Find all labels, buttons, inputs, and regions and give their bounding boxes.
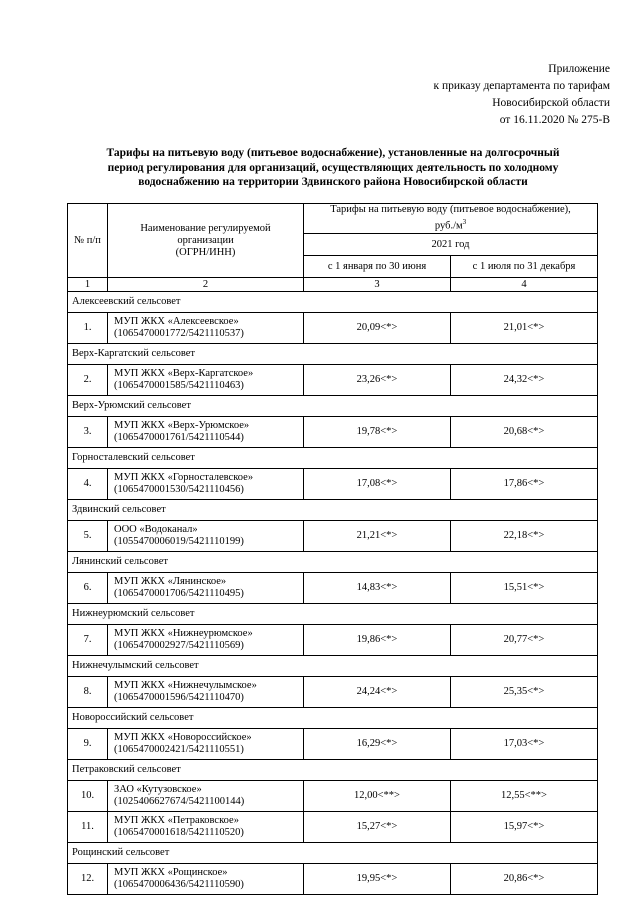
unit-text: руб./м xyxy=(434,220,463,232)
table-row xyxy=(68,365,598,396)
row-num: 5. xyxy=(68,521,108,552)
row-num: 2. xyxy=(68,365,108,396)
row-num: 7. xyxy=(68,625,108,656)
appendix-line: Новосибирской области xyxy=(492,97,610,109)
org-ogrn: (1065470006436/5421110590) xyxy=(114,879,244,890)
org-name: МУП ЖКХ «Новороссийское» xyxy=(114,732,252,743)
section-name: Горносталевский сельсовет xyxy=(68,448,598,469)
section-row xyxy=(68,448,598,469)
row-tariff2: 15,97<*> xyxy=(451,812,598,843)
row-tariff1: 20,09<*> xyxy=(304,313,451,344)
row-org xyxy=(108,812,304,843)
header-tariff-unit xyxy=(308,216,593,233)
header-period2: с 1 июля по 31 декабря xyxy=(451,256,598,278)
row-tariff1: 19,78<*> xyxy=(304,417,451,448)
row-num: 12. xyxy=(68,864,108,895)
table-row xyxy=(68,781,598,812)
row-tariff1: 19,95<*> xyxy=(304,864,451,895)
org-ogrn: (1025406627674/5421100144) xyxy=(114,796,245,807)
appendix-line: к приказу департамента по тарифам xyxy=(433,80,610,92)
row-org xyxy=(108,573,304,604)
row-org xyxy=(108,417,304,448)
section-row xyxy=(68,656,598,677)
section-name: Новороссийский сельсовет xyxy=(68,708,598,729)
section-name: Здвинский сельсовет xyxy=(68,500,598,521)
table-row xyxy=(68,625,598,656)
row-org xyxy=(108,365,304,396)
row-org xyxy=(108,313,304,344)
row-num: 4. xyxy=(68,469,108,500)
header-period1: с 1 января по 30 июня xyxy=(304,256,451,278)
section-row xyxy=(68,708,598,729)
section-row xyxy=(68,396,598,417)
org-ogrn: (1065470001706/5421110495) xyxy=(114,588,244,599)
table-row xyxy=(68,573,598,604)
org-name: МУП ЖКХ «Лянинское» xyxy=(114,576,227,587)
org-name: МУП ЖКХ «Алексеевское» xyxy=(114,316,239,327)
row-tariff2: 17,86<*> xyxy=(451,469,598,500)
section-row xyxy=(68,843,598,864)
section-name: Верх-Каргатский сельсовет xyxy=(68,344,598,365)
row-tariff1: 24,24<*> xyxy=(304,677,451,708)
header-num: № п/п xyxy=(68,204,108,278)
org-ogrn: (1065470001585/5421110463) xyxy=(114,380,244,391)
row-num: 1. xyxy=(68,313,108,344)
header-tariff-line: Тарифы на питьевую воду (питьевое водоснабжение), xyxy=(330,204,571,216)
org-ogrn: (1065470002421/5421110551) xyxy=(114,744,244,755)
col-number: 4 xyxy=(451,278,598,292)
org-ogrn: (1065470001618/5421110520) xyxy=(114,827,244,838)
org-ogrn: (1065470001772/5421110537) xyxy=(114,328,244,339)
row-tariff2: 15,51<*> xyxy=(451,573,598,604)
row-tariff2: 12,55<**> xyxy=(451,781,598,812)
col-number: 3 xyxy=(304,278,451,292)
header-tariff xyxy=(304,204,598,234)
row-org xyxy=(108,521,304,552)
org-ogrn: (1065470002927/5421110569) xyxy=(114,640,244,651)
section-name: Верх-Урюмский сельсовет xyxy=(68,396,598,417)
header-org-line: Наименование регулируемой xyxy=(140,222,271,234)
header-org-line: организации xyxy=(177,234,234,246)
row-org xyxy=(108,469,304,500)
appendix-date: от 16.11.2020 № 275-В xyxy=(499,114,610,126)
table-row xyxy=(68,677,598,708)
row-num: 8. xyxy=(68,677,108,708)
row-tariff2: 20,68<*> xyxy=(451,417,598,448)
row-tariff1: 14,83<*> xyxy=(304,573,451,604)
table-row xyxy=(68,864,598,895)
table-row xyxy=(68,729,598,760)
org-name: МУП ЖКХ «Рощинское» xyxy=(114,867,228,878)
row-tariff1: 17,08<*> xyxy=(304,469,451,500)
row-tariff1: 16,29<*> xyxy=(304,729,451,760)
row-tariff2: 25,35<*> xyxy=(451,677,598,708)
section-name: Рощинский сельсовет xyxy=(68,843,598,864)
header-year: 2021 год xyxy=(304,234,598,256)
section-name: Лянинский сельсовет xyxy=(68,552,598,573)
org-name: МУП ЖКХ «Верх-Урюмское» xyxy=(114,420,250,431)
header-org xyxy=(108,204,304,278)
section-name: Нижнеурюмский сельсовет xyxy=(68,604,598,625)
header-org-line: (ОГРН/ИНН) xyxy=(175,246,236,258)
row-org xyxy=(108,677,304,708)
tariff-table xyxy=(67,203,598,895)
row-num: 6. xyxy=(68,573,108,604)
row-num: 3. xyxy=(68,417,108,448)
org-ogrn: (1065470001761/5421110544) xyxy=(114,432,244,443)
row-tariff1: 12,00<**> xyxy=(304,781,451,812)
row-tariff2: 22,18<*> xyxy=(451,521,598,552)
org-name: ООО «Водоканал» xyxy=(114,524,198,535)
org-name: ЗАО «Кутузовское» xyxy=(114,784,202,795)
row-tariff1: 23,26<*> xyxy=(304,365,451,396)
row-org xyxy=(108,729,304,760)
row-tariff1: 19,86<*> xyxy=(304,625,451,656)
org-ogrn: (1065470001596/5421110470) xyxy=(114,692,244,703)
row-org xyxy=(108,625,304,656)
row-tariff2: 17,03<*> xyxy=(451,729,598,760)
table-row xyxy=(68,417,598,448)
document-title xyxy=(70,146,596,190)
row-num: 10. xyxy=(68,781,108,812)
title-line: период регулирования для организаций, осуществляющих деятельность по холодному xyxy=(107,161,559,174)
row-org xyxy=(108,864,304,895)
col-number: 2 xyxy=(108,278,304,292)
section-row xyxy=(68,552,598,573)
row-tariff2: 20,77<*> xyxy=(451,625,598,656)
section-name: Нижнечулымский сельсовет xyxy=(68,656,598,677)
row-tariff1: 15,27<*> xyxy=(304,812,451,843)
org-name: МУП ЖКХ «Нижнечулымское» xyxy=(114,680,257,691)
org-ogrn: (1055470006019/5421110199) xyxy=(114,536,244,547)
section-row xyxy=(68,292,598,313)
table-row xyxy=(68,313,598,344)
section-row xyxy=(68,344,598,365)
row-tariff2: 21,01<*> xyxy=(451,313,598,344)
org-name: МУП ЖКХ «Горносталевское» xyxy=(114,472,254,483)
row-tariff2: 20,86<*> xyxy=(451,864,598,895)
row-org xyxy=(108,781,304,812)
org-name: МУП ЖКХ «Петраковское» xyxy=(114,815,239,826)
section-row xyxy=(68,500,598,521)
org-ogrn: (1065470001530/5421110456) xyxy=(114,484,244,495)
unit-sup: 3 xyxy=(462,218,467,227)
section-name: Алексеевский сельсовет xyxy=(68,292,598,313)
title-line: водоснабжению на территории Здвинского района Новосибирской области xyxy=(138,176,528,188)
row-tariff1: 21,21<*> xyxy=(304,521,451,552)
row-tariff2: 24,32<*> xyxy=(451,365,598,396)
col-number: 1 xyxy=(68,278,108,292)
row-num: 9. xyxy=(68,729,108,760)
table-row xyxy=(68,521,598,552)
title-line: Тарифы на питьевую воду (питьевое водоснабжение), установленные на долгосрочный xyxy=(106,147,560,159)
appendix-line: Приложение xyxy=(548,63,610,75)
section-name: Петраковский сельсовет xyxy=(68,760,598,781)
table-row xyxy=(68,469,598,500)
section-row xyxy=(68,604,598,625)
appendix-block xyxy=(433,61,610,129)
table-row xyxy=(68,812,598,843)
org-name: МУП ЖКХ «Верх-Каргатское» xyxy=(114,368,254,379)
section-row xyxy=(68,760,598,781)
org-name: МУП ЖКХ «Нижнеурюмское» xyxy=(114,628,253,639)
row-num: 11. xyxy=(68,812,108,843)
